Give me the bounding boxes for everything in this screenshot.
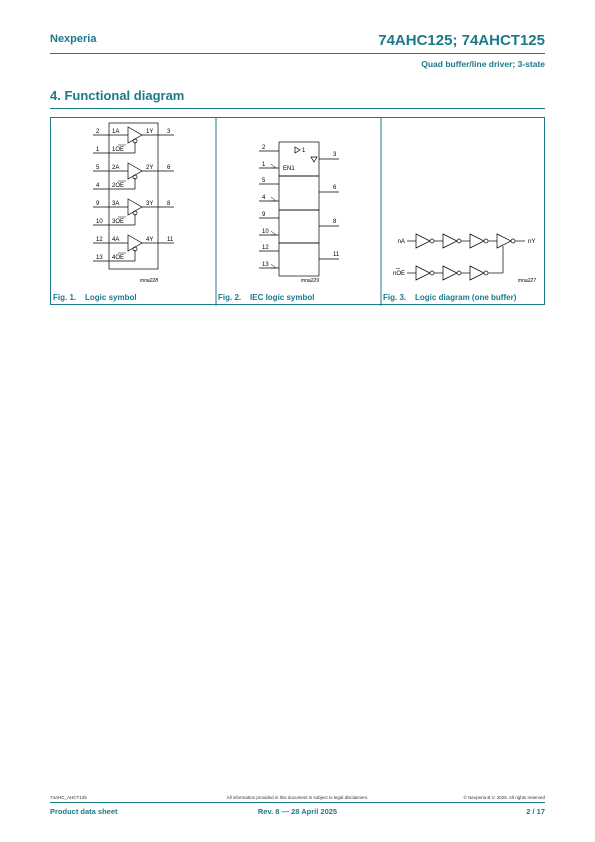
- fig2-pin-number: 3: [333, 152, 337, 158]
- fig3-code: mna227: [517, 278, 536, 284]
- fig2-left-pin: [259, 262, 279, 268]
- footer-doc-type: Product data sheet: [50, 807, 118, 816]
- fig1-buffer-triangle: [128, 127, 142, 143]
- brand-name: Nexperia: [50, 33, 97, 45]
- fig2-negation-mark: [271, 264, 276, 268]
- fig1-in-label: 4A: [112, 237, 120, 243]
- fig2-code: mna229: [300, 278, 319, 284]
- fig2-right-pin: [319, 152, 339, 159]
- fig3-input-label: nA: [397, 239, 405, 245]
- fig2-pin-number: 11: [333, 252, 340, 258]
- fig2-left-pin: [259, 245, 279, 251]
- fig1-in-label: 3A: [112, 201, 120, 207]
- fig2-pins: [259, 145, 340, 268]
- fig3-logic-diagram: [407, 234, 525, 280]
- footer-copyright: © Nexperia B.V. 2025. All rights reserved: [463, 795, 545, 800]
- fig1-gate: [93, 199, 174, 225]
- fig2-left-pin: [259, 229, 279, 235]
- fig2-pin-number: 10: [262, 229, 269, 235]
- fig2-left-pin: [259, 145, 279, 151]
- fig2-negation-mark: [271, 231, 276, 235]
- fig1-oe-label: 2OE: [112, 183, 125, 189]
- fig1-code: mna228: [139, 278, 158, 284]
- fig1-gate: [93, 127, 174, 153]
- fig1-in-pin: 2: [96, 129, 100, 135]
- fig2-caption-number: Fig. 2.: [218, 293, 242, 302]
- fig1-buffer-triangle: [128, 163, 142, 179]
- fig2-pin-number: 4: [262, 195, 266, 201]
- fig1-caption-number: Fig. 1.: [53, 293, 77, 302]
- fig1-oe-pin: 10: [96, 219, 103, 225]
- section-heading: 4. Functional diagram: [50, 88, 185, 103]
- fig1-out-label: 2Y: [146, 165, 154, 171]
- fig2-caption: [218, 293, 314, 302]
- footer-doc-id: 74AHC_AHCT125: [50, 795, 87, 800]
- fig2-pin-number: 1: [262, 162, 266, 168]
- fig2-right-pin: [319, 252, 340, 259]
- document-subtitle: Quad buffer/line driver; 3-state: [421, 59, 545, 69]
- fig1-gates: [93, 127, 174, 261]
- fig1-out-pin: 8: [167, 201, 171, 207]
- fig1-gate: [93, 163, 174, 189]
- fig1-in-label: 2A: [112, 165, 120, 171]
- fig1-oe-label: 4OE: [112, 255, 125, 261]
- fig1-caption: [53, 293, 137, 302]
- fig1-out-label: 4Y: [146, 237, 154, 243]
- fig2-left-pin: [259, 212, 279, 218]
- header-divider: [50, 53, 545, 54]
- fig1-oe-pin: 13: [96, 255, 103, 261]
- footer-divider: [50, 802, 545, 803]
- fig2-caption-text: IEC logic symbol: [250, 293, 315, 302]
- fig1-oe-label: 1OE: [112, 147, 125, 153]
- fig3-caption-number: Fig. 3.: [383, 293, 407, 302]
- footer-page-number: 2 / 17: [526, 807, 545, 816]
- fig1-buffer-triangle: [128, 199, 142, 215]
- fig1-out-label: 1Y: [146, 129, 154, 135]
- fig2-right-pin: [319, 185, 339, 192]
- fig3-caption-text: Logic diagram (one buffer): [415, 293, 517, 302]
- fig2-pin-number: 2: [262, 145, 266, 151]
- fig2-pin-number: 9: [262, 212, 266, 218]
- fig1-gate: [93, 235, 174, 261]
- fig2-pin-number: 6: [333, 185, 337, 191]
- fig1-buffer-triangle: [128, 235, 142, 251]
- fig2-pin-number: 13: [262, 262, 269, 268]
- fig1-oe-pin: 4: [96, 183, 100, 189]
- fig2-pin-number: 8: [333, 219, 337, 225]
- fig1-oe-label: 3OE: [112, 219, 125, 225]
- fig2-right-pin: [319, 219, 339, 226]
- fig3-caption: [383, 293, 516, 302]
- fig2-pin-number: 12: [262, 245, 269, 251]
- figure-drawings: [51, 118, 546, 306]
- fig1-out-pin: 3: [167, 129, 171, 135]
- fig2-buffer-mark: 1: [302, 148, 306, 154]
- fig2-negation-mark: [271, 164, 276, 168]
- fig1-in-pin: 9: [96, 201, 100, 207]
- fig2-left-pin: [259, 162, 279, 168]
- fig1-in-pin: 12: [96, 237, 103, 243]
- footer-legal: All information provided in this document is subject to legal disclaimers.: [226, 795, 369, 800]
- fig1-out-pin: 6: [167, 165, 171, 171]
- fig3-output-label: nY: [528, 239, 536, 245]
- fig1-in-label: 1A: [112, 129, 120, 135]
- fig2-left-pin: [259, 195, 279, 201]
- fig1-in-pin: 5: [96, 165, 100, 171]
- fig2-negation-mark: [271, 197, 276, 201]
- fig1-oe-pin: 1: [96, 147, 100, 153]
- footer-revision: Rev. 8 — 28 April 2025: [257, 807, 338, 816]
- fig1-out-pin: 11: [167, 237, 174, 243]
- fig2-iec-symbol: [279, 142, 319, 276]
- fig3-enable-label: nOE: [392, 271, 405, 277]
- part-number-title: 74AHC125; 74AHCT125: [378, 32, 545, 49]
- fig1-caption-text: Logic symbol: [85, 293, 137, 302]
- figure-panel: [50, 117, 545, 305]
- fig2-pin-number: 5: [262, 178, 266, 184]
- fig1-logic-symbol: [109, 123, 158, 269]
- fig2-enable-label: EN1: [283, 166, 295, 172]
- fig2-left-pin: [259, 178, 279, 184]
- fig1-out-label: 3Y: [146, 201, 154, 207]
- section-divider: [50, 108, 545, 109]
